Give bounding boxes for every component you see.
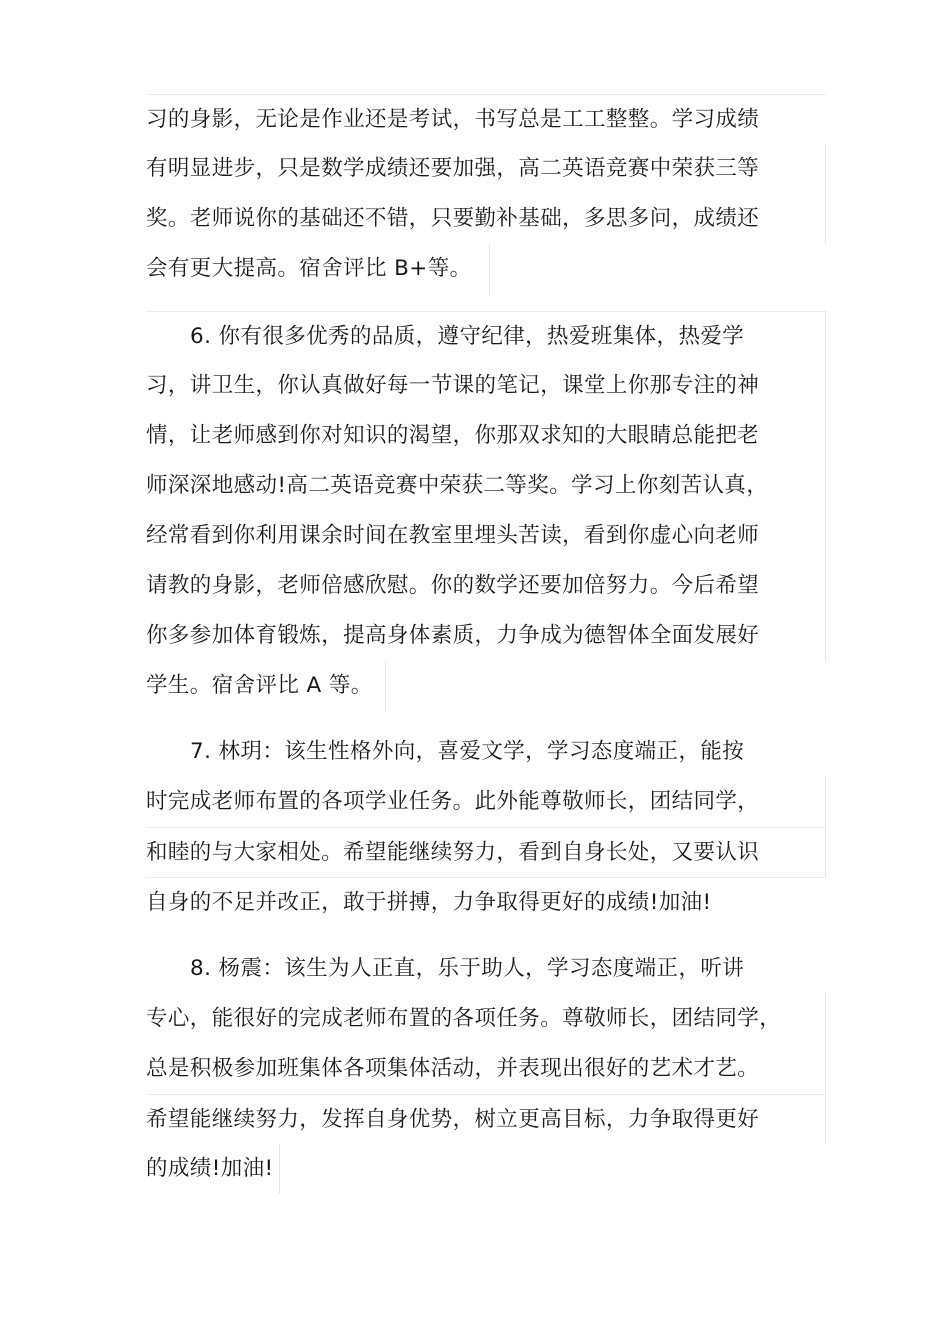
- text-line: 的成绩!加油!: [146, 1144, 280, 1194]
- text-line: 自身的不足并改正，敢于拼搏，力争取得更好的成绩!加油!: [146, 877, 826, 927]
- text-line: 总是积极参加班集体各项集体活动，并表现出很好的艺术才艺。: [146, 1044, 826, 1094]
- text-line: 情，让老师感到你对知识的渴望，你那双求知的大眼睛总能把老: [146, 411, 826, 461]
- text-line: 6. 你有很多优秀的品质，遵守纪律，热爱班集体，热爱学: [146, 311, 826, 361]
- text-line: 8. 杨震：该生为人正直，乐于助人，学习态度端正，听讲: [190, 956, 745, 981]
- text-line: 希望能继续努力，发挥自身优势，树立更高目标，力争取得更好: [146, 1094, 826, 1144]
- paragraph-item-6: [146, 311, 826, 711]
- paragraph-item-7: [146, 727, 826, 927]
- text-line: 会有更大提高。宿舍评比 B+等。: [146, 244, 490, 294]
- text-line: 和睦的与大家相处。希望能继续努力，看到自身长处，又要认识: [146, 827, 826, 877]
- text-line: 时完成老师布置的各项学业任务。此外能尊敬师长，团结同学，: [146, 777, 826, 827]
- text-line: 奖。老师说你的基础还不错，只要勤补基础，多思多问，成绩还: [146, 194, 826, 244]
- text-line: 请教的身影，老师倍感欣慰。你的数学还要加倍努力。今后希望: [146, 561, 826, 611]
- text-line: 你多参加体育锻炼，提高身体素质，力争成为德智体全面发展好: [146, 611, 826, 661]
- text-line: 有明显进步，只是数学成绩还要加强，高二英语竞赛中荣获三等: [146, 144, 826, 194]
- text-line: 经常看到你利用课余时间在教室里埋头苦读，看到你虚心向老师: [146, 511, 826, 561]
- text-line: 习，讲卫生，你认真做好每一节课的笔记，课堂上你那专注的神: [146, 361, 826, 411]
- text-line: 师深深地感动!高二英语竞赛中荣获二等奖。学习上你刻苦认真，: [146, 461, 826, 511]
- text-line: 专心，能很好的完成老师布置的各项任务。尊敬师长，团结同学，: [146, 994, 826, 1044]
- text-line: 7. 林玥：该生性格外向，喜爱文学，学习态度端正，能按: [190, 739, 745, 764]
- text-line: 习的身影，无论是作业还是考试，书写总是工工整整。学习成绩: [146, 94, 826, 144]
- text-line: 学生。宿舍评比 A 等。: [146, 661, 386, 711]
- paragraph-1: [146, 94, 826, 294]
- paragraph-item-8: [146, 944, 826, 1194]
